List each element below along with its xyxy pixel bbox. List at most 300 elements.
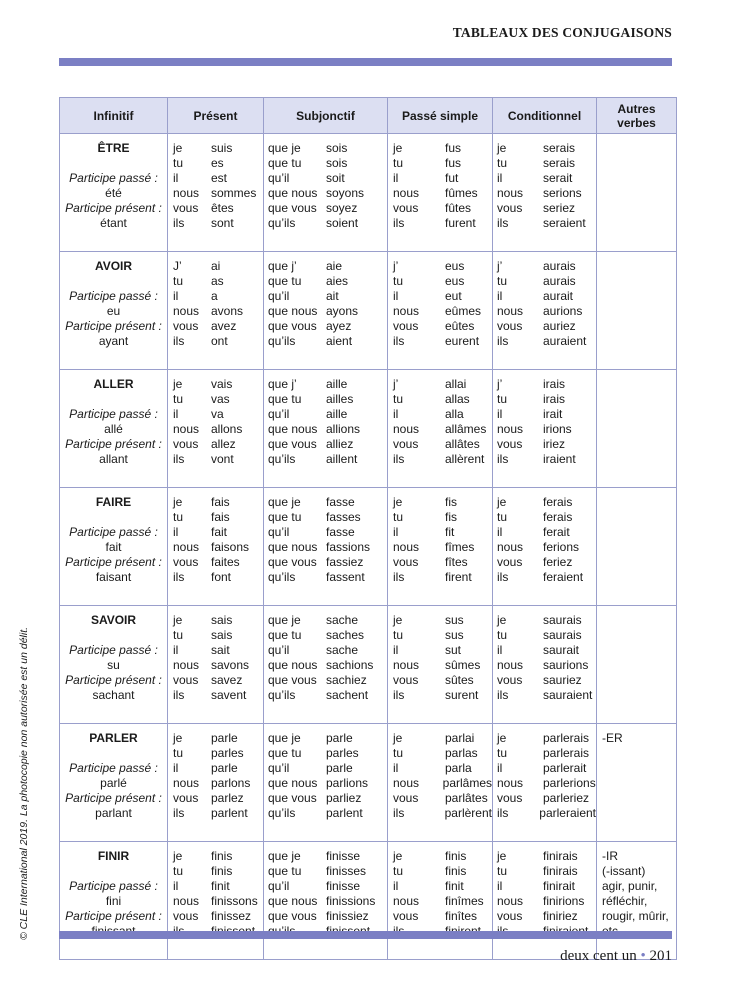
pronoun: nous (173, 776, 200, 790)
verb-form: finirais (543, 849, 578, 863)
verb-form: finissez (211, 909, 252, 923)
pronoun: ils (393, 452, 405, 466)
pronoun: que je (268, 849, 301, 863)
conditional-cell (493, 252, 597, 370)
verb-form: sus (445, 613, 464, 627)
pronoun: que j’ (268, 259, 297, 273)
pronoun: que vous (268, 437, 317, 451)
conjugation-line (393, 570, 492, 585)
pronoun: qu’il (268, 171, 290, 185)
past-participle-label: Participe passé : (69, 171, 158, 185)
conjugation-line (393, 201, 492, 216)
conjugation-line (268, 791, 387, 806)
verb-form: eus (445, 274, 465, 288)
verb-form: parlas (445, 746, 478, 760)
verb-form: es (211, 156, 224, 170)
verb-form: parleriez (543, 791, 590, 805)
verb-form: fasse (326, 495, 355, 509)
verb-form: serais (543, 156, 576, 170)
present-participle: parlant (95, 806, 132, 820)
verb-form: ferais (543, 510, 573, 524)
present-participle-label: Participe présent : (65, 909, 162, 923)
conjugation-line (497, 437, 596, 452)
verb-form: feriez (543, 555, 573, 569)
verb-form: parles (326, 746, 359, 760)
pronoun: il (393, 761, 399, 775)
verb-form: sachiez (326, 673, 367, 687)
pronoun: j’ (393, 377, 399, 391)
present-cell (168, 134, 264, 252)
verb-form: auraient (543, 334, 587, 348)
verb-form: saurais (543, 628, 582, 642)
verb-form: sois (326, 156, 348, 170)
pronoun: qu’il (268, 643, 290, 657)
conjugation-line (393, 628, 492, 643)
conjugation-line (173, 746, 263, 761)
pronoun: tu (393, 628, 404, 642)
conjugation-line (268, 422, 387, 437)
infinitive-cell (60, 370, 168, 488)
conjugation-line (497, 643, 596, 658)
verb-form: aille (326, 407, 348, 421)
conjugation-line (268, 555, 387, 570)
verb-form: fis (445, 495, 457, 509)
conjugation-line (268, 216, 387, 231)
conjugation-line (173, 864, 263, 879)
pronoun: ils (393, 334, 405, 348)
pronoun: nous (393, 186, 420, 200)
verb-form: eurent (445, 334, 480, 348)
verb-form: irait (543, 407, 563, 421)
conjugation-line (497, 909, 596, 924)
pronoun: que vous (268, 201, 317, 215)
verb-form: irions (543, 422, 572, 436)
pronoun: que je (268, 495, 301, 509)
conjugation-line (497, 525, 596, 540)
pronoun: J’ (173, 259, 182, 273)
pronoun: que tu (268, 274, 302, 288)
conjugation-line (393, 879, 492, 894)
verb-form: sommes (211, 186, 257, 200)
conjugation-line (393, 761, 492, 776)
conjugation-line (393, 156, 492, 171)
pronoun: nous (497, 658, 524, 672)
verb-form: allez (211, 437, 236, 451)
verb-form: finisses (326, 864, 367, 878)
present-cell (168, 724, 264, 842)
verb-form: seraient (543, 216, 586, 230)
conjugation-line (497, 510, 596, 525)
conjugation-line (173, 334, 263, 349)
pronoun: il (173, 171, 179, 185)
pronoun: il (497, 761, 503, 775)
conjugation-line (497, 894, 596, 909)
conjugation-line (497, 864, 596, 879)
conjugation-line (393, 171, 492, 186)
verb-form: furent (445, 216, 476, 230)
verb-form: aille (326, 377, 348, 391)
pronoun: ils (173, 570, 185, 584)
conjugation-line (268, 909, 387, 924)
verb-form: iraient (543, 452, 576, 466)
pronoun: tu (497, 392, 508, 406)
verb-form: firent (445, 570, 472, 584)
pronoun: ils (497, 688, 509, 702)
subjunctive-cell (264, 606, 388, 724)
conjugation-line (393, 141, 492, 156)
past-participle: su (107, 658, 120, 672)
pronoun: tu (393, 510, 404, 524)
pronoun: il (393, 643, 399, 657)
conjugation-line (497, 761, 596, 776)
passe-simple-cell (388, 252, 493, 370)
pronoun: vous (497, 319, 523, 333)
verb-form: eut (445, 289, 462, 303)
conjugation-table (59, 97, 677, 960)
verb-form: allâmes (445, 422, 487, 436)
pronoun: il (173, 761, 179, 775)
conjugation-line (268, 746, 387, 761)
verb-form: faisons (211, 540, 250, 554)
past-participle-label: Participe passé : (69, 525, 158, 539)
conjugation-line (173, 377, 263, 392)
conjugation-line (497, 407, 596, 422)
verb-form: auriez (543, 319, 576, 333)
verb-form: sache (326, 643, 359, 657)
verb-form: parle (211, 761, 238, 775)
conjugation-line (497, 216, 596, 231)
verb-form: parla (445, 761, 472, 775)
pronoun: que tu (268, 746, 302, 760)
verb-form: irais (543, 392, 566, 406)
present-participle: faisant (95, 570, 132, 584)
pronoun: il (173, 525, 179, 539)
verb-form: parleraient (539, 806, 596, 820)
conjugation-line (268, 510, 387, 525)
pronoun: j’ (393, 259, 399, 273)
verb-form: fassent (326, 570, 365, 584)
verb-form: fait (211, 525, 228, 539)
verb-form: fasses (326, 510, 361, 524)
pronoun: je (497, 849, 507, 863)
pronoun: nous (393, 894, 420, 908)
conjugation-line (497, 628, 596, 643)
verb-form: surent (445, 688, 479, 702)
conjugation-line (173, 555, 263, 570)
present-cell (168, 370, 264, 488)
pronoun: qu’ils (268, 688, 296, 702)
pronoun: nous (173, 894, 200, 908)
pronoun: ils (497, 334, 509, 348)
verb-form: feraient (543, 570, 584, 584)
verb-form: finis (211, 849, 233, 863)
pronoun: nous (497, 304, 524, 318)
verb-infinitive: FINIR (97, 849, 130, 863)
conjugation-line (173, 319, 263, 334)
pronoun: il (173, 879, 179, 893)
verb-form: soyons (326, 186, 365, 200)
present-participle-label: Participe présent : (65, 319, 162, 333)
pronoun: que nous (268, 540, 318, 554)
pronoun: vous (173, 909, 199, 923)
conjugation-line (268, 392, 387, 407)
verb-form: ont (211, 334, 228, 348)
verb-form: aient (326, 334, 353, 348)
infinitive-cell (60, 724, 168, 842)
verb-form: allâtes (445, 437, 480, 451)
conjugation-line (268, 201, 387, 216)
pronoun: je (393, 613, 403, 627)
conjugation-line (393, 274, 492, 289)
conjugation-line (393, 319, 492, 334)
conjugation-line (393, 452, 492, 467)
verb-form: parliez (326, 791, 362, 805)
present-cell (168, 488, 264, 606)
verb-form: parlerait (543, 761, 587, 775)
pronoun: ils (393, 806, 405, 820)
subjunctive-cell (264, 488, 388, 606)
verb-form: allas (445, 392, 470, 406)
pronoun: je (173, 141, 183, 155)
conjugation-line (393, 849, 492, 864)
present-cell (168, 252, 264, 370)
verb-form: eûmes (445, 304, 482, 318)
verb-form: fut (445, 171, 459, 185)
pronoun: vous (393, 555, 419, 569)
conjugation-line (268, 304, 387, 319)
pronoun: je (393, 495, 403, 509)
conjugation-line (268, 334, 387, 349)
conjugation-line (173, 422, 263, 437)
pronoun: il (393, 171, 399, 185)
conjugation-line (497, 495, 596, 510)
present-participle: allant (99, 452, 128, 466)
pronoun: vous (173, 673, 199, 687)
verb-form: fassions (326, 540, 371, 554)
conjugation-line (268, 437, 387, 452)
pronoun: nous (393, 658, 420, 672)
verb-form: allons (211, 422, 243, 436)
conjugation-line (268, 377, 387, 392)
pronoun: il (173, 643, 179, 657)
conjugation-line (393, 776, 492, 791)
pronoun: vous (173, 555, 199, 569)
present-participle: ayant (98, 334, 129, 348)
conjugation-line (393, 377, 492, 392)
verb-row (60, 488, 677, 606)
verb-form: savez (211, 673, 243, 687)
past-participle-label: Participe passé : (69, 643, 158, 657)
pronoun: tu (497, 156, 508, 170)
conjugation-line (268, 525, 387, 540)
pronoun: que tu (268, 156, 302, 170)
subjunctive-cell (264, 724, 388, 842)
pronoun: tu (497, 746, 508, 760)
conditional-cell (493, 724, 597, 842)
header-present: Présent (168, 98, 264, 134)
conjugation-line (497, 334, 596, 349)
conjugation-line (268, 319, 387, 334)
verb-form: saurions (543, 658, 589, 672)
conjugation-line (268, 540, 387, 555)
conjugation-line (268, 613, 387, 628)
conjugation-line (268, 141, 387, 156)
bottom-rule (59, 931, 672, 939)
other-verbs-cell (597, 252, 677, 370)
verb-form: vais (211, 377, 233, 391)
verb-row (60, 606, 677, 724)
table-body (60, 134, 677, 960)
past-participle: fait (105, 540, 122, 554)
conjugation-line (393, 422, 492, 437)
conjugation-line (497, 879, 596, 894)
conjugation-line (497, 555, 596, 570)
conjugation-line (393, 392, 492, 407)
pronoun: je (393, 849, 403, 863)
past-participle: eu (106, 304, 121, 318)
pronoun: tu (497, 628, 508, 642)
conjugation-line (173, 392, 263, 407)
other-verbs-cell (597, 724, 677, 842)
verb-form: finissions (326, 894, 376, 908)
verb-row (60, 252, 677, 370)
past-participle: allé (104, 422, 123, 436)
verb-form: sachent (326, 688, 369, 702)
pronoun: qu’ils (268, 452, 296, 466)
verb-form: serais (543, 141, 576, 155)
verb-form: finissiez (326, 909, 369, 923)
conjugation-line (497, 613, 596, 628)
verb-form: aies (326, 274, 349, 288)
verb-form: saurais (543, 613, 582, 627)
conjugation-line (393, 731, 492, 746)
conjugation-line (497, 688, 596, 703)
verb-form: irais (543, 377, 566, 391)
conjugation-line (268, 731, 387, 746)
pronoun: il (497, 407, 503, 421)
verb-form: finirait (543, 879, 576, 893)
verb-form: sait (211, 643, 230, 657)
conjugation-line (393, 613, 492, 628)
pronoun: j’ (497, 259, 503, 273)
verb-form: parlerais (543, 731, 590, 745)
conjugation-line (173, 437, 263, 452)
verb-form: fais (211, 495, 230, 509)
pronoun: nous (393, 540, 420, 554)
verb-form: parle (326, 731, 353, 745)
subjunctive-cell (264, 252, 388, 370)
verb-form: fis (445, 510, 457, 524)
pronoun: que tu (268, 392, 302, 406)
verb-form: sus (445, 628, 464, 642)
pronoun: que je (268, 613, 301, 627)
verb-form: fit (445, 525, 455, 539)
conjugation-line (393, 791, 492, 806)
subjunctive-cell (264, 134, 388, 252)
pronoun: vous (393, 201, 419, 215)
verb-form: alliez (326, 437, 354, 451)
conjugation-line (393, 673, 492, 688)
verb-form: finisse (326, 849, 361, 863)
top-rule (59, 58, 672, 66)
infinitive-cell (60, 842, 168, 960)
verb-form: sois (326, 141, 348, 155)
verb-form: sais (211, 613, 233, 627)
verb-form: sont (211, 216, 234, 230)
verb-form: sache (326, 613, 359, 627)
conjugation-line (173, 673, 263, 688)
conjugation-line (173, 628, 263, 643)
verb-form: ait (326, 289, 339, 303)
other-verb-note: rougir, mûrir, (602, 909, 669, 923)
verb-form: parlent (326, 806, 363, 820)
other-verb-note: agir, punir, (602, 879, 658, 893)
verb-form: parlez (211, 791, 244, 805)
infinitive-cell (60, 488, 168, 606)
verb-form: parles (211, 746, 244, 760)
past-participle: été (105, 186, 122, 200)
pronoun: vous (497, 201, 523, 215)
present-participle-label: Participe présent : (65, 555, 162, 569)
verb-form: sûmes (445, 658, 481, 672)
conjugation-line (268, 628, 387, 643)
verb-form: fûmes (445, 186, 478, 200)
verb-form: parle (326, 761, 353, 775)
pronoun: vous (393, 437, 419, 451)
pronoun: tu (173, 274, 184, 288)
conjugation-line (497, 673, 596, 688)
pronoun: tu (173, 864, 184, 878)
pronoun: vous (497, 791, 523, 805)
pronoun: nous (497, 186, 524, 200)
conjugation-line (173, 613, 263, 628)
pronoun: vous (173, 437, 199, 451)
conjugation-line (393, 540, 492, 555)
verb-form: êtes (211, 201, 234, 215)
past-participle: parlé (100, 776, 127, 790)
pronoun: il (173, 407, 179, 421)
verb-form: iriez (543, 437, 566, 451)
verb-form: ailles (326, 392, 354, 406)
conjugation-line (393, 186, 492, 201)
pronoun: ils (497, 216, 509, 230)
verb-form: serait (543, 171, 573, 185)
verb-form: sûtes (445, 673, 474, 687)
conjugation-line (393, 289, 492, 304)
pronoun: vous (497, 555, 523, 569)
conjugation-line (497, 452, 596, 467)
verb-form: finirions (543, 894, 585, 908)
past-participle-label: Participe passé : (69, 761, 158, 775)
pronoun: vous (173, 319, 199, 333)
pronoun: nous (497, 776, 524, 790)
conjugation-line (497, 377, 596, 392)
verb-form: finiriez (543, 909, 578, 923)
pronoun: que tu (268, 510, 302, 524)
verb-form: parlerais (543, 746, 590, 760)
verb-form: saurait (543, 643, 580, 657)
pronoun: je (497, 141, 507, 155)
verb-form: finis (445, 864, 467, 878)
pronoun: qu’il (268, 407, 290, 421)
present-cell (168, 606, 264, 724)
pronoun: qu’il (268, 289, 290, 303)
pronoun: vous (393, 909, 419, 923)
verb-form: sut (445, 643, 462, 657)
pronoun: ils (497, 806, 509, 820)
pronoun: nous (173, 422, 200, 436)
pronoun: il (497, 643, 503, 657)
